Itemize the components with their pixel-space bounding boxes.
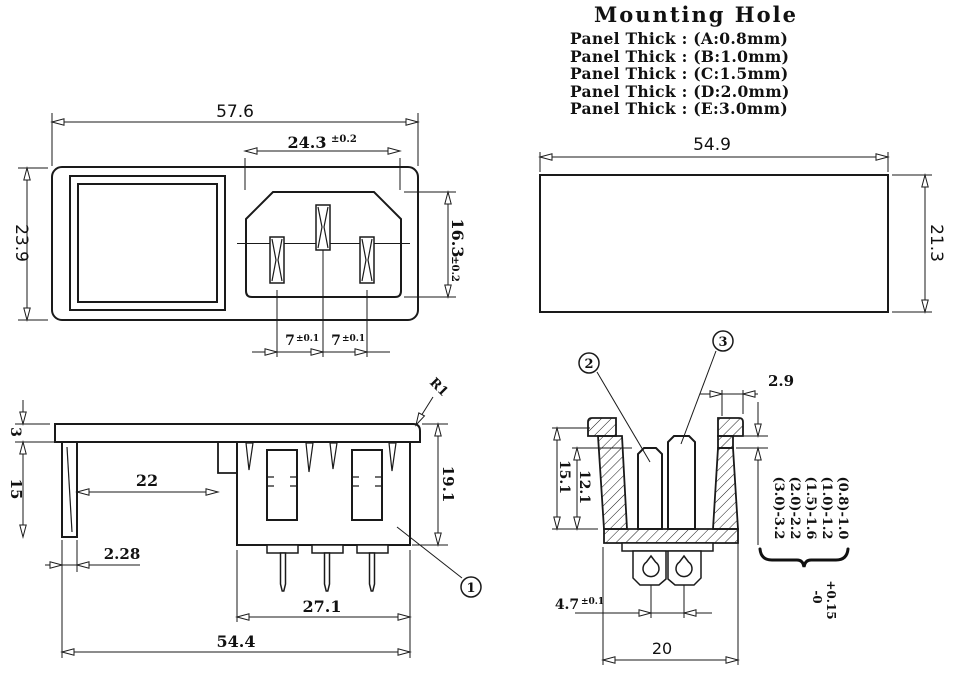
inlet-pin-left <box>270 237 284 283</box>
balloon-3-number: 3 <box>718 335 728 350</box>
inlet-pin-right <box>360 237 374 283</box>
panel-thick-spec-a: Panel Thick : (A:0.8mm) <box>570 29 789 48</box>
dim-leg-width: 2.28 <box>103 545 141 563</box>
dim-pin-pitch-left: 7 <box>285 333 295 349</box>
dim-inlet-width: 24.3 <box>287 133 327 152</box>
panel-thick-spec-e: Panel Thick : (E:3.0mm) <box>570 99 788 118</box>
contact-post-3 <box>668 436 695 529</box>
dim-terminal-pitch: 4.7 <box>554 597 580 613</box>
solder-pin-left <box>281 553 286 591</box>
dim-front-overall-width: 57.6 <box>216 102 254 122</box>
balloon-1-number: 1 <box>466 581 476 596</box>
dim-body-width: 27.1 <box>302 597 342 616</box>
solder-pin-right <box>370 553 375 591</box>
dim-front-overall-height: 23.9 <box>11 224 31 262</box>
front-view <box>11 102 467 357</box>
dim-flange-thick: 3 <box>7 427 23 437</box>
title-block <box>570 2 822 118</box>
gap-row-d: (2.0)-2.2 <box>787 476 802 540</box>
cutout-rectangle <box>540 175 888 312</box>
panel-cutout-view <box>540 135 946 312</box>
contact-post-2 <box>638 448 662 529</box>
dim-corner-radius: R1 <box>426 375 451 400</box>
dim-overall-width: 54.4 <box>216 632 256 651</box>
section-flange-left <box>588 418 616 436</box>
section-wall-left <box>598 436 627 529</box>
side-housing <box>237 442 410 545</box>
section-floor <box>604 529 738 543</box>
gap-tol-plus: +0.15 <box>824 580 838 620</box>
balloon1-leader <box>397 527 462 578</box>
switch-opening-inner <box>78 184 217 302</box>
dim-inlet-width-tol: ±0.2 <box>331 134 357 145</box>
dim-body-height: 19.1 <box>439 465 457 503</box>
pin-base-right <box>357 545 388 553</box>
dim-pin-pitch-right-tol: ±0.1 <box>342 334 366 344</box>
dim-cutout-height: 21.3 <box>926 224 946 262</box>
dim-pin-pitch-right: 7 <box>331 333 341 349</box>
clip-window-right <box>352 450 382 520</box>
gap-row-a: (0.8)-1.0 <box>835 476 850 540</box>
terminal-step <box>622 543 713 551</box>
gap-row-e: (3.0)-3.2 <box>771 476 786 540</box>
balloon-2-number: 2 <box>584 357 594 372</box>
dim-leg-length: 15 <box>7 478 25 500</box>
gap-row-b: (1.0)-1.2 <box>819 476 834 540</box>
section-flange-right <box>718 418 743 436</box>
side-flange <box>55 424 420 442</box>
drawing-title: Mounting Hole <box>594 2 798 27</box>
side-step <box>218 442 237 473</box>
gap-tol-minus: -0 <box>810 590 824 604</box>
panel-gap-table <box>771 477 850 540</box>
dim-inlet-height: 16.3 <box>448 218 467 258</box>
gap-row-c: (1.5)-1.6 <box>803 476 818 540</box>
panel-thick-spec-c: Panel Thick : (C:1.5mm) <box>570 64 789 83</box>
dim-pin-pitch-left-tol: ±0.1 <box>296 334 320 344</box>
panel-thick-spec-d: Panel Thick : (D:2.0mm) <box>570 81 790 101</box>
dim-inset: 22 <box>135 471 159 490</box>
dim-inlet-height-tol: ±0.2 <box>449 256 460 282</box>
section-view <box>552 331 850 665</box>
inlet-pin-earth <box>316 205 330 250</box>
solder-pin-center <box>325 553 330 591</box>
dim-depth-inner: 12.1 <box>576 469 592 505</box>
panel-thick-spec-b: Panel Thick : (B:1.0mm) <box>570 46 790 66</box>
section-panel-tab <box>718 436 733 448</box>
dim-terminal-pitch-tol: ±0.1 <box>581 597 605 607</box>
pin-base-center <box>312 545 343 553</box>
clip-window-left <box>267 450 297 520</box>
gap-table-brace <box>760 549 848 567</box>
side-view <box>7 375 481 658</box>
pin-base-left <box>267 545 298 553</box>
dim-cutout-width: 54.9 <box>693 135 731 155</box>
dim-flange-overhang: 2.9 <box>767 372 795 390</box>
dim-section-width: 20 <box>651 639 673 658</box>
dim-depth-outer: 15.1 <box>556 459 572 495</box>
section-wall-right <box>713 448 738 529</box>
